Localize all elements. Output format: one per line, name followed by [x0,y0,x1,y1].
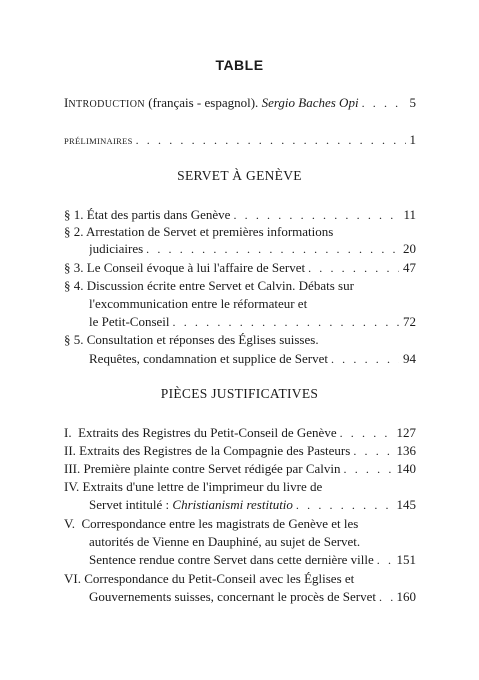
toc-entry-piece-5-line2: autorités de Vienne en Dauphiné, au sujet de Servet. [89,534,361,549]
entry-text: judiciaires [89,241,144,256]
page-number: 136 [396,443,416,458]
toc-entry-piece-4-line1 [64,478,322,495]
toc-entry-s4-line1: § 4. Discussion écrite entre Servet et Calvin. Débats sur [64,278,354,293]
toc-entry-piece-3 [64,460,416,477]
dot-leader [146,241,399,257]
intro-author: Sergio Baches Opi [261,95,359,110]
dot-leader [353,443,392,459]
toc-entry-piece-1 [64,424,416,441]
roman-numeral: II. [64,443,76,458]
page-number: 47 [403,260,416,275]
dot-leader [362,95,406,111]
entry-text: Extraits des Registres du Petit-Conseil de Genève [78,425,337,440]
toc-entry-s1 [64,206,416,223]
section-heading-pieces-justificatives: PIÈCES JUSTIFICATIVES [160,386,319,401]
entry-text: Servet intitulé : [89,497,170,512]
dot-leader [136,132,406,148]
dot-leader [344,461,393,477]
page-number: 72 [403,314,416,329]
entry-text: Première plainte contre Servet rédigée par Calvin [83,461,341,476]
dot-leader [379,589,393,605]
roman-numeral: V. [64,516,75,531]
page-number: 127 [396,425,416,440]
preliminaires-label: PRÉLIMINAIRES [64,136,133,146]
page-number: 1 [409,132,416,147]
toc-entry-piece-5 [89,551,416,568]
dot-leader [296,497,393,513]
entry-text: Sentence rendue contre Servet dans cette dernière ville [89,552,374,567]
page-number: 20 [403,241,416,256]
toc-entry-piece-6-line1 [64,570,354,587]
page-number: 94 [403,351,416,366]
page-number: 151 [396,552,416,567]
dot-leader [173,314,399,330]
intro-normal-text: (français - espagnol). [148,95,259,110]
page-number: 145 [396,497,416,512]
intro-label-rest: NTRODUCTION [68,99,145,110]
toc-entry-piece-2 [64,442,416,459]
entry-text: Extraits d'une lettre de l'imprimeur du livre de [82,479,323,494]
toc-entry-s2-line1: § 2. Arrestation de Servet et premières informations [64,224,334,239]
toc-entry-s5 [89,350,416,367]
toc-entry-s2 [89,240,416,257]
roman-numeral: III. [64,461,81,476]
dot-leader [308,260,399,276]
roman-numeral: IV. [64,479,80,494]
toc-entry-piece-4 [89,496,416,513]
book-title: Christianismi restitutio [172,497,293,512]
toc-entry-s3 [64,259,416,276]
intro-label-initial: I [64,95,69,110]
dot-leader [340,425,393,441]
toc-entry-piece-5-line1 [64,515,358,532]
entry-text: Gouvernements suisses, concernant le procès de Servet [89,589,376,604]
entry-text: § 3. Le Conseil évoque à lui l'affaire de Servet [64,260,306,275]
entry-text: § 1. État des partis dans Genève [64,207,231,222]
entry-text: Correspondance entre les magistrats de Genève et les [81,516,359,531]
entry-text: Extraits des Registres de la Compagnie des Pasteurs [79,443,351,458]
dot-leader [377,552,393,568]
toc-entry-piece-6 [89,588,416,605]
entry-text: le Petit-Conseil [89,314,170,329]
toc-entry-s4 [89,313,416,330]
roman-numeral: I. [64,425,72,440]
entry-text: Correspondance du Petit-Conseil avec les Églises et [84,571,355,586]
toc-entry-preliminaires [64,131,416,148]
page-number: 5 [409,95,416,110]
page-number: 160 [396,589,416,604]
toc-entry-s4-line2: l'excommunication entre le réformateur et [89,296,308,311]
roman-numeral: VI. [64,571,81,586]
page-number: 140 [396,461,416,476]
toc-entry-s5-line1: § 5. Consultation et réponses des Églises suisses. [64,332,319,347]
page-number: 11 [403,207,416,222]
dot-leader [331,351,399,367]
section-heading-servet-a-geneve: SERVET À GENÈVE [177,168,302,183]
toc-entry-introduction [64,94,416,111]
page-title: TABLE [215,57,264,73]
dot-leader [233,207,399,223]
entry-text: Requêtes, condamnation et supplice de Servet [89,351,328,366]
